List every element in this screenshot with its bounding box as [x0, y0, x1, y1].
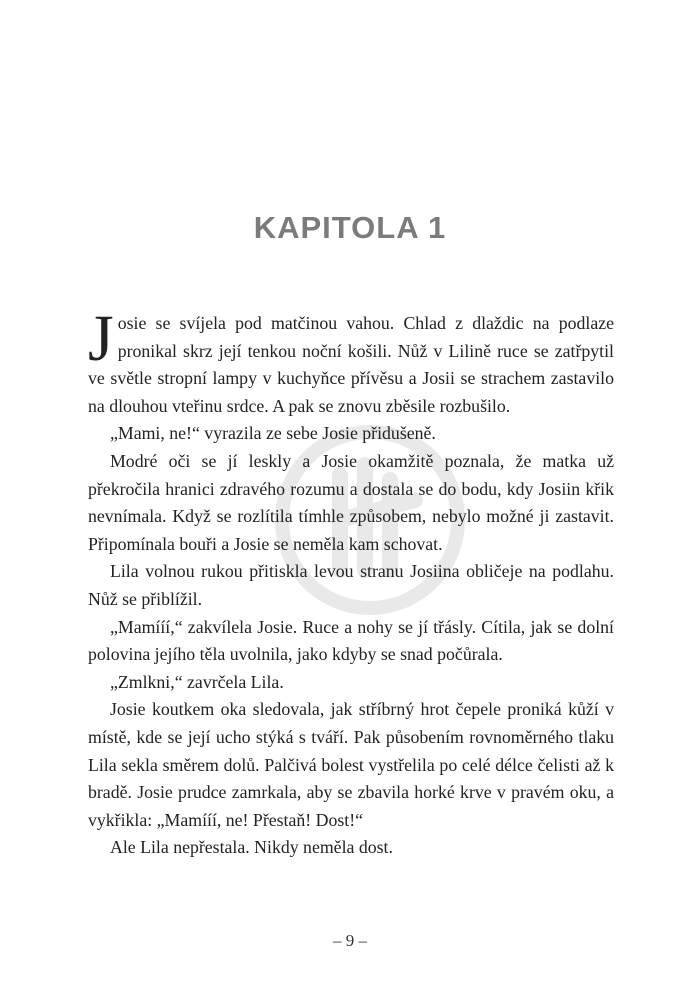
paragraph: Josie koutkem oka sledovala, jak stříbrný hrot čepele proniká kůží v místě, kde se její ucho stýká s tváří. Pak působením rovnoměrného tlaku Lila sekla směrem dolů. Palčivá bolest vystřelila po celé délce čelisti až k bradě. Josie prudce zamrkala, aby se zbavila horké krve v pravém oku, a vykřikla: „Mamííí, ne! Přestaň! Dost!“	[88, 699, 614, 830]
paragraph-text: osie se svíjela pod matčinou vahou. Chlad z dlaždic na podlaze pronikal skrz její tenkou noční košili. Nůž v Lilině ruce se zatřpytil ve světle stropní lampy v kuchyňce přívěsu a Josii se strachem zastavilo na dlouhou vteřinu srdce. A pak se znovu zběsile rozbušilo.	[88, 313, 614, 416]
chapter-body	[88, 302, 614, 862]
page-number: – 9 –	[333, 931, 367, 950]
drop-cap: J	[88, 302, 114, 375]
paragraph: „Mamííí,“ zakvílela Josie. Ruce a nohy se jí třásly. Cítila, jak se dolní polovina jejího těla uvolnila, jako kdyby se snad počůrala.	[88, 616, 614, 665]
paragraph	[88, 302, 614, 420]
chapter-title: KAPITOLA 1	[253, 210, 447, 245]
paragraph: „Mami, ne!“ vyrazila ze sebe Josie přidušeně.	[110, 423, 436, 444]
paragraph: Ale Lila nepřestala. Nikdy neměla dost.	[110, 837, 393, 858]
paragraph: Lila volnou rukou přitiskla levou stranu Josiina obličeje na podlahu. Nůž se přiblížil.	[88, 561, 614, 609]
paragraph: Modré oči se jí leskly a Josie okamžitě poznala, že matka už překročila hranici zdravého rozumu a dostala se do bodu, kdy Josiin křik nevnímala. Když se rozlítila tímhle způsobem, nebylo možné ji zastavit. Připomínala bouři a Josie se neměla kam schovat.	[88, 450, 614, 554]
paragraph: „Zmlkni,“ zavrčela Lila.	[110, 671, 284, 692]
